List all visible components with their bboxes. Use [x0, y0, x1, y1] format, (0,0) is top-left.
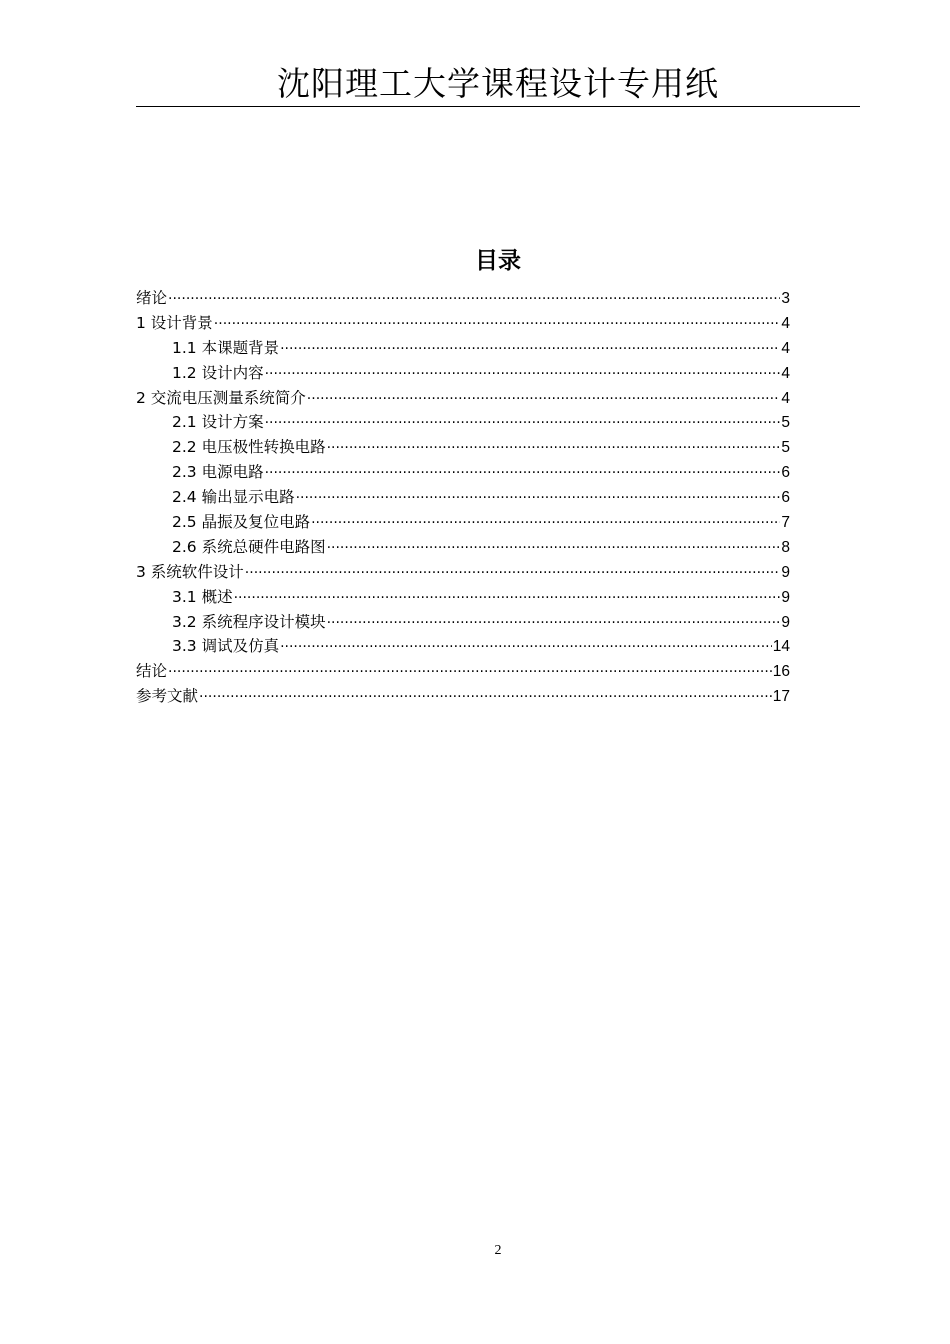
toc-entry-label: 结论	[136, 662, 168, 681]
toc-entry-label: 绪论	[136, 289, 168, 307]
toc-leader-dots	[168, 287, 780, 312]
toc-leader-dots	[214, 312, 781, 337]
toc-leader-dots	[327, 536, 781, 561]
toc-entry-page: 5	[781, 439, 790, 457]
toc-entry-page: 5	[781, 414, 790, 432]
toc-entry-page: 4	[781, 314, 790, 332]
toc-entry[interactable]	[136, 535, 790, 560]
toc-leader-dots	[199, 685, 772, 710]
toc-entry[interactable]	[136, 585, 790, 610]
toc-entry-page: 4	[781, 339, 790, 357]
toc-entry-page: 4	[781, 364, 790, 382]
toc-leader-dots	[265, 411, 781, 436]
toc-entry-label: 2 交流电压测量系统简介	[136, 388, 306, 407]
toc-leader-dots	[311, 511, 780, 536]
toc-entry[interactable]	[136, 634, 790, 659]
toc-leader-dots	[265, 362, 781, 387]
toc-entry[interactable]	[136, 336, 790, 361]
toc-title: 目录	[475, 248, 521, 274]
toc-entry[interactable]	[136, 410, 790, 435]
toc-leader-dots	[280, 337, 780, 362]
table-of-contents	[136, 286, 790, 709]
toc-entry[interactable]	[136, 659, 790, 684]
toc-entry-page: 8	[781, 538, 790, 556]
toc-entry-label: 1.1 本课题背景	[172, 338, 280, 357]
toc-entry-page: 9	[781, 563, 790, 581]
toc-leader-dots	[168, 660, 772, 685]
toc-entry[interactable]	[136, 435, 790, 460]
toc-entry-label: 3.1 概述	[172, 587, 233, 606]
toc-entry[interactable]	[136, 286, 790, 311]
toc-entry-page: 9	[781, 588, 790, 606]
toc-entry-label: 3 系统软件设计	[136, 562, 244, 581]
toc-entry-page: 4	[781, 389, 790, 407]
toc-entry[interactable]	[136, 485, 790, 510]
page-header-title: 沈阳理工大学课程设计专用纸	[277, 64, 719, 103]
toc-leader-dots	[327, 611, 781, 636]
toc-entry[interactable]	[136, 311, 790, 336]
toc-entry-label: 2.3 电源电路	[172, 463, 264, 482]
toc-entry-page: 14	[772, 638, 790, 656]
toc-entry-label: 2.1 设计方案	[172, 413, 264, 432]
toc-entry-label: 2.5 晶振及复位电路	[172, 513, 311, 532]
toc-entry-page: 16	[772, 663, 790, 681]
page-header	[136, 62, 860, 107]
toc-entry-page: 6	[781, 489, 790, 507]
toc-entry-label: 2.6 系统总硬件电路图	[172, 537, 326, 556]
toc-entry[interactable]	[136, 684, 790, 709]
toc-entry-label: 1.2 设计内容	[172, 363, 264, 382]
toc-entry-label: 参考文献	[136, 687, 199, 706]
toc-leader-dots	[280, 635, 772, 660]
toc-entry-label: 3.2 系统程序设计模块	[172, 612, 326, 631]
toc-entry[interactable]	[136, 610, 790, 635]
toc-entry-label: 2.4 输出显示电路	[172, 488, 295, 507]
toc-entry[interactable]	[136, 386, 790, 411]
toc-entry-page: 3	[781, 290, 790, 307]
toc-leader-dots	[296, 486, 781, 511]
toc-leader-dots	[307, 387, 781, 412]
toc-entry[interactable]	[136, 460, 790, 485]
toc-entry-label: 3.3 调试及仿真	[172, 637, 280, 656]
page-number: 2	[494, 1243, 502, 1258]
toc-entry-label: 1 设计背景	[136, 313, 213, 332]
toc-entry-label: 2.2 电压极性转换电路	[172, 438, 326, 457]
toc-entry-page: 9	[781, 613, 790, 631]
toc-entry[interactable]	[136, 560, 790, 585]
toc-entry[interactable]	[136, 361, 790, 386]
toc-entry[interactable]	[136, 510, 790, 535]
toc-leader-dots	[234, 586, 781, 611]
toc-entry-page: 17	[772, 688, 790, 706]
toc-entry-page: 6	[781, 464, 790, 482]
toc-leader-dots	[327, 436, 781, 461]
toc-leader-dots	[245, 561, 781, 586]
toc-leader-dots	[265, 461, 781, 486]
toc-entry-page: 7	[781, 514, 790, 532]
